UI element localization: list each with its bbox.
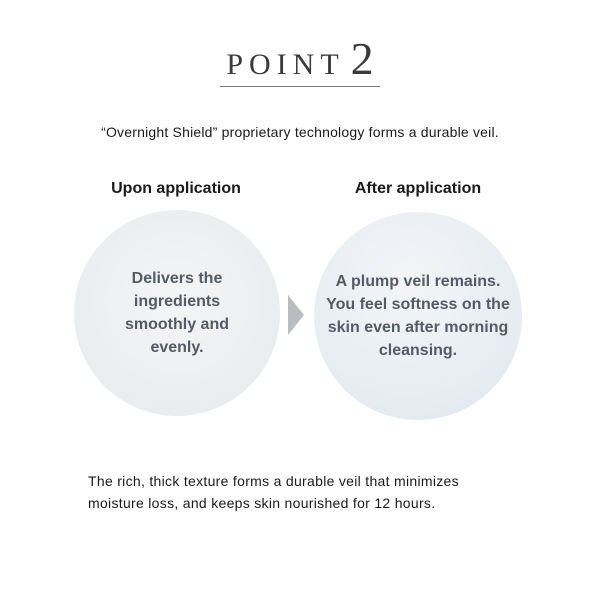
upon-application-heading: Upon application <box>111 180 241 197</box>
summary-text <box>88 470 548 514</box>
right-arrow-icon <box>288 295 304 335</box>
after-application-circle <box>314 212 522 420</box>
after-application-text: A plump veil remains. You feel softness on the skin even after morning cleansing. <box>326 273 510 359</box>
page-title <box>0 33 600 84</box>
intro-text: “Overnight Shield” proprietary technology forms a durable veil. <box>101 124 499 140</box>
point-number: 2 <box>350 33 374 84</box>
upon-application-text: Delivers the ingredients smoothly and evenly. <box>124 270 229 356</box>
summary-line-1: The rich, thick texture forms a durable veil that minimizes <box>88 473 459 489</box>
point-word: POINT <box>226 48 345 81</box>
after-application-heading: After application <box>354 180 482 197</box>
title-underline <box>220 86 380 87</box>
summary-line-2: moisture loss, and keeps skin nourished for 12 hours. <box>88 495 436 511</box>
upon-application-circle <box>74 210 280 416</box>
